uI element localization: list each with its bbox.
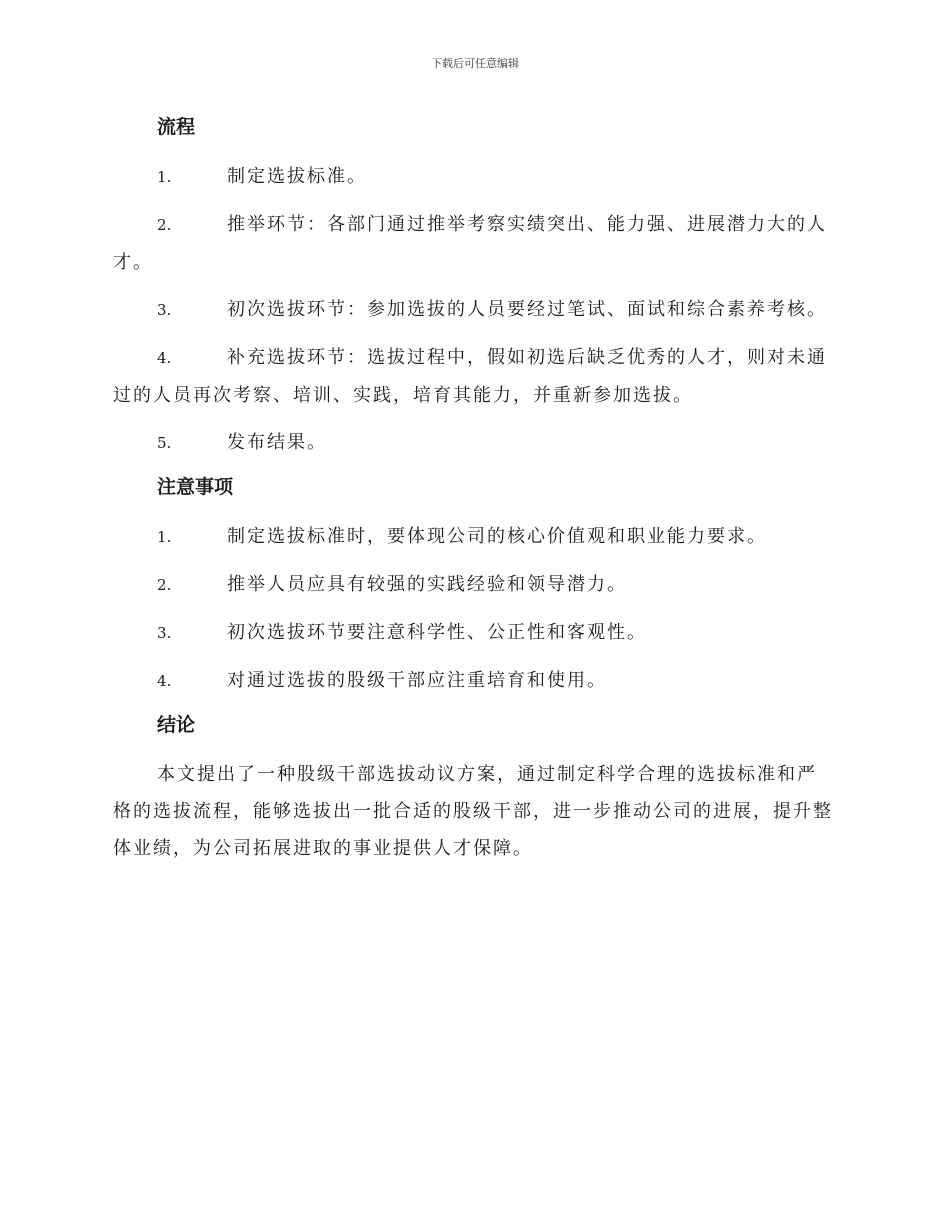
process-item	[113, 424, 833, 462]
process-item	[113, 291, 833, 329]
process-item-text: 初次选拔环节：参加选拔的人员要经过笔试、面试和综合素养考核。	[227, 299, 827, 320]
section-title-notes: 注意事项	[157, 476, 234, 498]
process-item-text: 制定选拔标准。	[227, 166, 367, 187]
notes-item-number: 4.	[157, 672, 172, 690]
notes-item	[113, 566, 833, 604]
process-item	[113, 206, 833, 281]
process-item-text: 发布结果。	[227, 432, 327, 453]
process-item-number: 3.	[157, 301, 172, 319]
process-item	[113, 158, 833, 196]
notes-item-text: 制定选拔标准时，要体现公司的核心价值观和职业能力要求。	[227, 526, 767, 547]
notes-item	[113, 518, 833, 556]
section-title-process: 流程	[157, 116, 196, 138]
process-item-text: 推举环节：各部门通过推举考察实绩突出、能力强、进展潜力大的人才。	[113, 214, 827, 273]
process-item-number: 5.	[157, 434, 172, 452]
notes-item-number: 1.	[157, 528, 172, 546]
document-body	[113, 112, 833, 867]
notes-item-text: 初次选拔环节要注意科学性、公正性和客观性。	[227, 622, 647, 643]
header-note: 下载后可任意编辑	[431, 57, 519, 70]
process-item-number: 1.	[157, 168, 172, 186]
notes-item	[113, 662, 833, 700]
process-item-number: 4.	[157, 349, 172, 367]
process-item-number: 2.	[157, 216, 172, 234]
notes-item-text: 对通过选拔的股级干部应注重培育和使用。	[227, 670, 607, 691]
process-item-text: 补充选拔环节：选拔过程中，假如初选后缺乏优秀的人才，则对未通过的人员再次考察、培训、实践，培育其能力，并重新参加选拔。	[113, 347, 827, 406]
notes-item	[113, 614, 833, 652]
notes-item-text: 推举人员应具有较强的实践经验和领导潜力。	[227, 574, 627, 595]
notes-item-number: 2.	[157, 576, 172, 594]
process-item	[113, 339, 833, 414]
notes-item-number: 3.	[157, 624, 172, 642]
conclusion-paragraph: 本文提出了一种股级干部选拔动议方案，通过制定科学合理的选拔标准和严格的选拔流程，能够选拔出一批合适的股级干部，进一步推动公司的进展，提升整体业绩，为公司拓展进取的事业提供人才保障。	[113, 764, 833, 859]
section-title-conclusion: 结论	[157, 714, 196, 736]
